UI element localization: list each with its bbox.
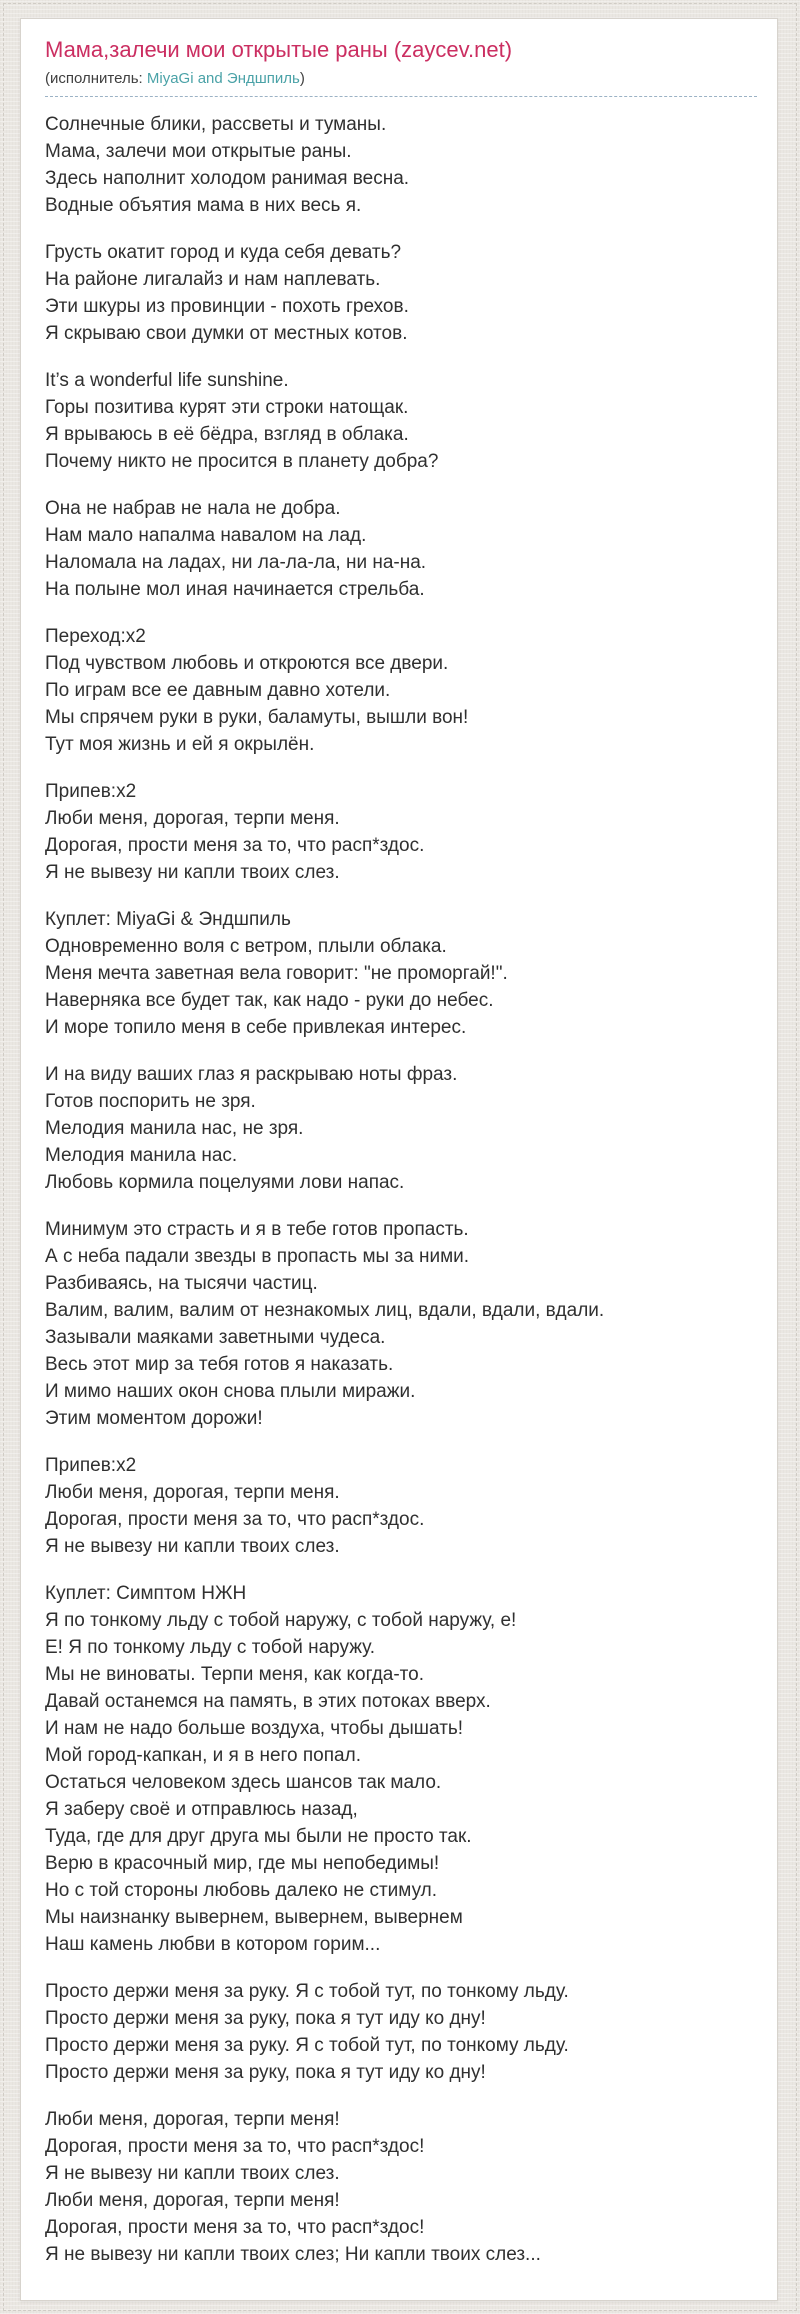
lyric-line: Наверняка все будет так, как надо - руки до небес. xyxy=(45,990,494,1011)
lyric-line: Нам мало напалма навалом на лад. xyxy=(45,525,367,546)
lyric-line: Дорогая, прости меня за то, что расп*здос! xyxy=(45,2136,425,2157)
lyric-line: Мелодия манила нас. xyxy=(45,1145,238,1166)
song-title: Мама,залечи мои открытые раны (zaycev.net) xyxy=(45,37,513,62)
lyric-line: Но с той стороны любовь далеко не стимул. xyxy=(45,1880,438,1901)
lyric-line: Туда, где для друг друга мы были не просто так. xyxy=(45,1826,472,1847)
lyric-line: Зазывали маяками заветными чудеса. xyxy=(45,1327,386,1348)
lyric-line: Горы позитива курят эти строки натощак. xyxy=(45,397,409,418)
artist-link[interactable]: MiyaGi and Эндшпиль xyxy=(146,70,300,87)
lyric-line: Водные объятия мама в них весь я. xyxy=(45,195,362,216)
lyric-line: Готов поспорить не зря. xyxy=(45,1091,256,1112)
lyric-line: Одновременно воля с ветром, плыли облака. xyxy=(45,936,447,957)
lyric-line: Здесь наполнит холодом ранимая весна. xyxy=(45,168,410,189)
lyric-line: Просто держи меня за руку, пока я тут иду ко дну! xyxy=(45,2008,486,2029)
lyric-line: Весь этот мир за тебя готов я наказать. xyxy=(45,1354,394,1375)
lyric-line: Я не вывезу ни капли твоих слез; Ни капли твоих слез... xyxy=(45,2244,541,2265)
lyric-line: Под чувством любовь и откроются все двери. xyxy=(45,653,449,674)
lyric-line: Просто держи меня за руку. Я с тобой тут, по тонкому льду. xyxy=(45,1981,569,2002)
lyric-line: Я не вывезу ни капли твоих слез. xyxy=(45,2163,340,2184)
lyric-line: Тут моя жизнь и ей я окрылён. xyxy=(45,734,315,755)
lyric-line: По играм все ее давным давно хотели. xyxy=(45,680,391,701)
lyric-line: Верю в красочный мир, где мы непобедимы! xyxy=(45,1853,440,1874)
stanza xyxy=(45,367,757,475)
lyric-line: Е! Я по тонкому льду с тобой наружу. xyxy=(45,1637,376,1658)
lyric-line: И мимо наших окон снова плыли миражи. xyxy=(45,1381,416,1402)
lyric-line: Просто держи меня за руку, пока я тут иду ко дну! xyxy=(45,2062,486,2083)
lyric-line: А с неба падали звезды в пропасть мы за ними. xyxy=(45,1246,470,1267)
lyric-line: И море топило меня в себе привлекая интерес. xyxy=(45,1017,467,1038)
lyric-line: Мелодия манила нас, не зря. xyxy=(45,1118,304,1139)
lyric-line: Переход:x2 xyxy=(45,626,146,647)
lyric-line: Давай останемся на память, в этих потоках вверх. xyxy=(45,1691,491,1712)
lyric-line: Просто держи меня за руку. Я с тобой тут, по тонкому льду. xyxy=(45,2035,569,2056)
lyric-line: Я скрываю свои думки от местных котов. xyxy=(45,323,408,344)
lyric-line: Почему никто не просится в планету добра? xyxy=(45,451,439,472)
lyric-line: Люби меня, дорогая, терпи меня! xyxy=(45,2190,340,2211)
stanza xyxy=(45,1978,757,2086)
lyric-line: Мы не виноваты. Терпи меня, как когда-то. xyxy=(45,1664,425,1685)
lyric-line: Этим моментом дорожи! xyxy=(45,1408,263,1429)
stanza xyxy=(45,1580,757,1958)
lyric-line: Наломала на ладах, ни ла-ла-ла, ни на-на. xyxy=(45,552,427,573)
lyric-line: На районе лигалайз и нам наплевать. xyxy=(45,269,381,290)
lyric-line: Я не вывезу ни капли твоих слез. xyxy=(45,862,340,883)
stanza xyxy=(45,623,757,758)
lyric-line: Люби меня, дорогая, терпи меня! xyxy=(45,2109,340,2130)
lyric-line: Она не набрав не нала не добра. xyxy=(45,498,341,519)
stanza xyxy=(45,239,757,347)
dashed-separator xyxy=(45,96,757,97)
stanza xyxy=(45,778,757,886)
lyric-line: Минимум это страсть и я в тебе готов пропасть. xyxy=(45,1219,469,1240)
lyric-line: Куплет: Симптом НЖН xyxy=(45,1583,247,1604)
lyric-line: Эти шкуры из провинции - похоть грехов. xyxy=(45,296,409,317)
lyric-line: Припев:x2 xyxy=(45,781,137,802)
lyrics-card xyxy=(20,18,778,2301)
stanza xyxy=(45,1216,757,1432)
stanza xyxy=(45,495,757,603)
artist-suffix: ) xyxy=(299,70,305,87)
stanza xyxy=(45,111,757,219)
lyric-line: Люби меня, дорогая, терпи меня. xyxy=(45,1482,340,1503)
stanza xyxy=(45,906,757,1041)
lyric-line: Разбиваясь, на тысячи частиц. xyxy=(45,1273,318,1294)
lyric-line: Мы наизнанку вывернем, вывернем, вывернем xyxy=(45,1907,463,1928)
stanza xyxy=(45,1061,757,1196)
lyric-line: И нам не надо больше воздуха, чтобы дышать! xyxy=(45,1718,464,1739)
lyric-line: Меня мечта заветная вела говорит: "не проморгай!". xyxy=(45,963,508,984)
lyric-line: Припев:x2 xyxy=(45,1455,137,1476)
lyric-line: Я заберу своё и отправлюсь назад, xyxy=(45,1799,358,1820)
lyric-line: Я не вывезу ни капли твоих слез. xyxy=(45,1536,340,1557)
lyric-line: Куплет: MiyaGi & Эндшпиль xyxy=(45,909,291,930)
lyric-line: Люби меня, дорогая, терпи меня. xyxy=(45,808,340,829)
artist-prefix: (исполнитель: xyxy=(45,70,147,87)
lyrics-text xyxy=(45,111,757,2268)
lyric-line: И на виду ваших глаз я раскрываю ноты фраз. xyxy=(45,1064,458,1085)
lyric-line: Мой город-капкан, и я в него попал. xyxy=(45,1745,361,1766)
stanza xyxy=(45,1452,757,1560)
lyric-line: Любовь кормила поцелуями лови напас. xyxy=(45,1172,405,1193)
artist-line xyxy=(45,69,757,89)
lyric-line: Дорогая, прости меня за то, что расп*здос! xyxy=(45,2217,425,2238)
lyric-line: Дорогая, прости меня за то, что расп*здос. xyxy=(45,1509,425,1530)
lyric-line: Я врываюсь в её бёдра, взгляд в облака. xyxy=(45,424,409,445)
lyric-line: На полыне мол иная начинается стрельба. xyxy=(45,579,425,600)
lyric-line: Мама, залечи мои открытые раны. xyxy=(45,141,352,162)
lyric-line: It’s a wonderful life sunshine. xyxy=(45,370,289,391)
lyric-line: Дорогая, прости меня за то, что расп*здос. xyxy=(45,835,425,856)
lyric-line: Валим, валим, валим от незнакомых лиц, вдали, вдали, вдали. xyxy=(45,1300,605,1321)
stanza xyxy=(45,2106,757,2268)
lyric-line: Наш камень любви в котором горим... xyxy=(45,1934,381,1955)
lyric-line: Грусть окатит город и куда себя девать? xyxy=(45,242,402,263)
lyric-line: Я по тонкому льду с тобой наружу, с тобой наружу, е! xyxy=(45,1610,517,1631)
lyric-line: Мы спрячем руки в руки, баламуты, вышли вон! xyxy=(45,707,469,728)
lyric-line: Солнечные блики, рассветы и туманы. xyxy=(45,114,387,135)
lyric-line: Остаться человеком здесь шансов так мало. xyxy=(45,1772,442,1793)
